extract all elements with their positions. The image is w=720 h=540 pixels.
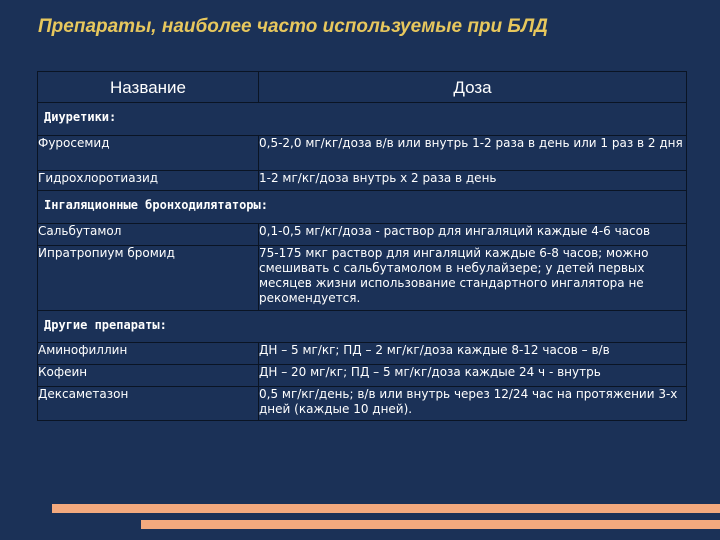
table-row: [38, 224, 687, 246]
drug-name: Фуросемид: [38, 136, 259, 171]
table-row: [38, 246, 687, 311]
drug-dose: ДН – 20 мг/кг; ПД – 5 мг/кг/доза каждые 24 ч - внутрь: [259, 365, 687, 387]
table-row: [38, 171, 687, 191]
drug-dose: 1-2 мг/кг/доза внутрь х 2 раза в день: [259, 171, 687, 191]
drug-name: Ипратропиум бромид: [38, 246, 259, 311]
header-name: Название: [38, 72, 259, 103]
drug-name: Кофеин: [38, 365, 259, 387]
drug-name: Дексаметазон: [38, 387, 259, 421]
table-row: [38, 387, 687, 421]
section-diuretics: Диуретики:: [38, 103, 687, 136]
accent-bar-top: [52, 504, 720, 513]
table-row: [38, 343, 687, 365]
drug-dose: 0,5-2,0 мг/кг/доза в/в или внутрь 1-2 раза в день или 1 раз в 2 дня: [259, 136, 687, 171]
table-row: [38, 365, 687, 387]
header-row: [38, 72, 687, 103]
drug-dose: ДН – 5 мг/кг; ПД – 2 мг/кг/доза каждые 8-12 часов – в/в: [259, 343, 687, 365]
section-bronchodilators: Інгаляционные бронходилятаторы:: [38, 191, 687, 224]
accent-bar-bottom: [141, 520, 720, 529]
table-row: [38, 136, 687, 171]
section-row: [38, 103, 687, 136]
section-row: [38, 191, 687, 224]
drug-name: Аминофиллин: [38, 343, 259, 365]
drug-dose: 0,1-0,5 мг/кг/доза - раствор для ингаляций каждые 4-6 часов: [259, 224, 687, 246]
drug-name: Гидрохлоротиазид: [38, 171, 259, 191]
header-dose: Доза: [259, 72, 687, 103]
drug-name: Сальбутамол: [38, 224, 259, 246]
drug-dose: 0,5 мг/кг/день; в/в или внутрь через 12/24 час на протяжении 3-х дней (каждые 10 дней).: [259, 387, 687, 421]
slide-title: Препараты, наиболее часто используемые при БЛД: [38, 16, 548, 37]
drug-dose: 75-175 мкг раствор для ингаляций каждые 6-8 часов; можно смешивать с сальбутамолом в небулайзере; у детей первых месяцев жизни использование стандартного ингалятора не рекомендуется.: [259, 246, 687, 311]
section-other: Другие препараты:: [38, 311, 687, 343]
section-row: [38, 311, 687, 343]
drug-table: [37, 71, 687, 421]
